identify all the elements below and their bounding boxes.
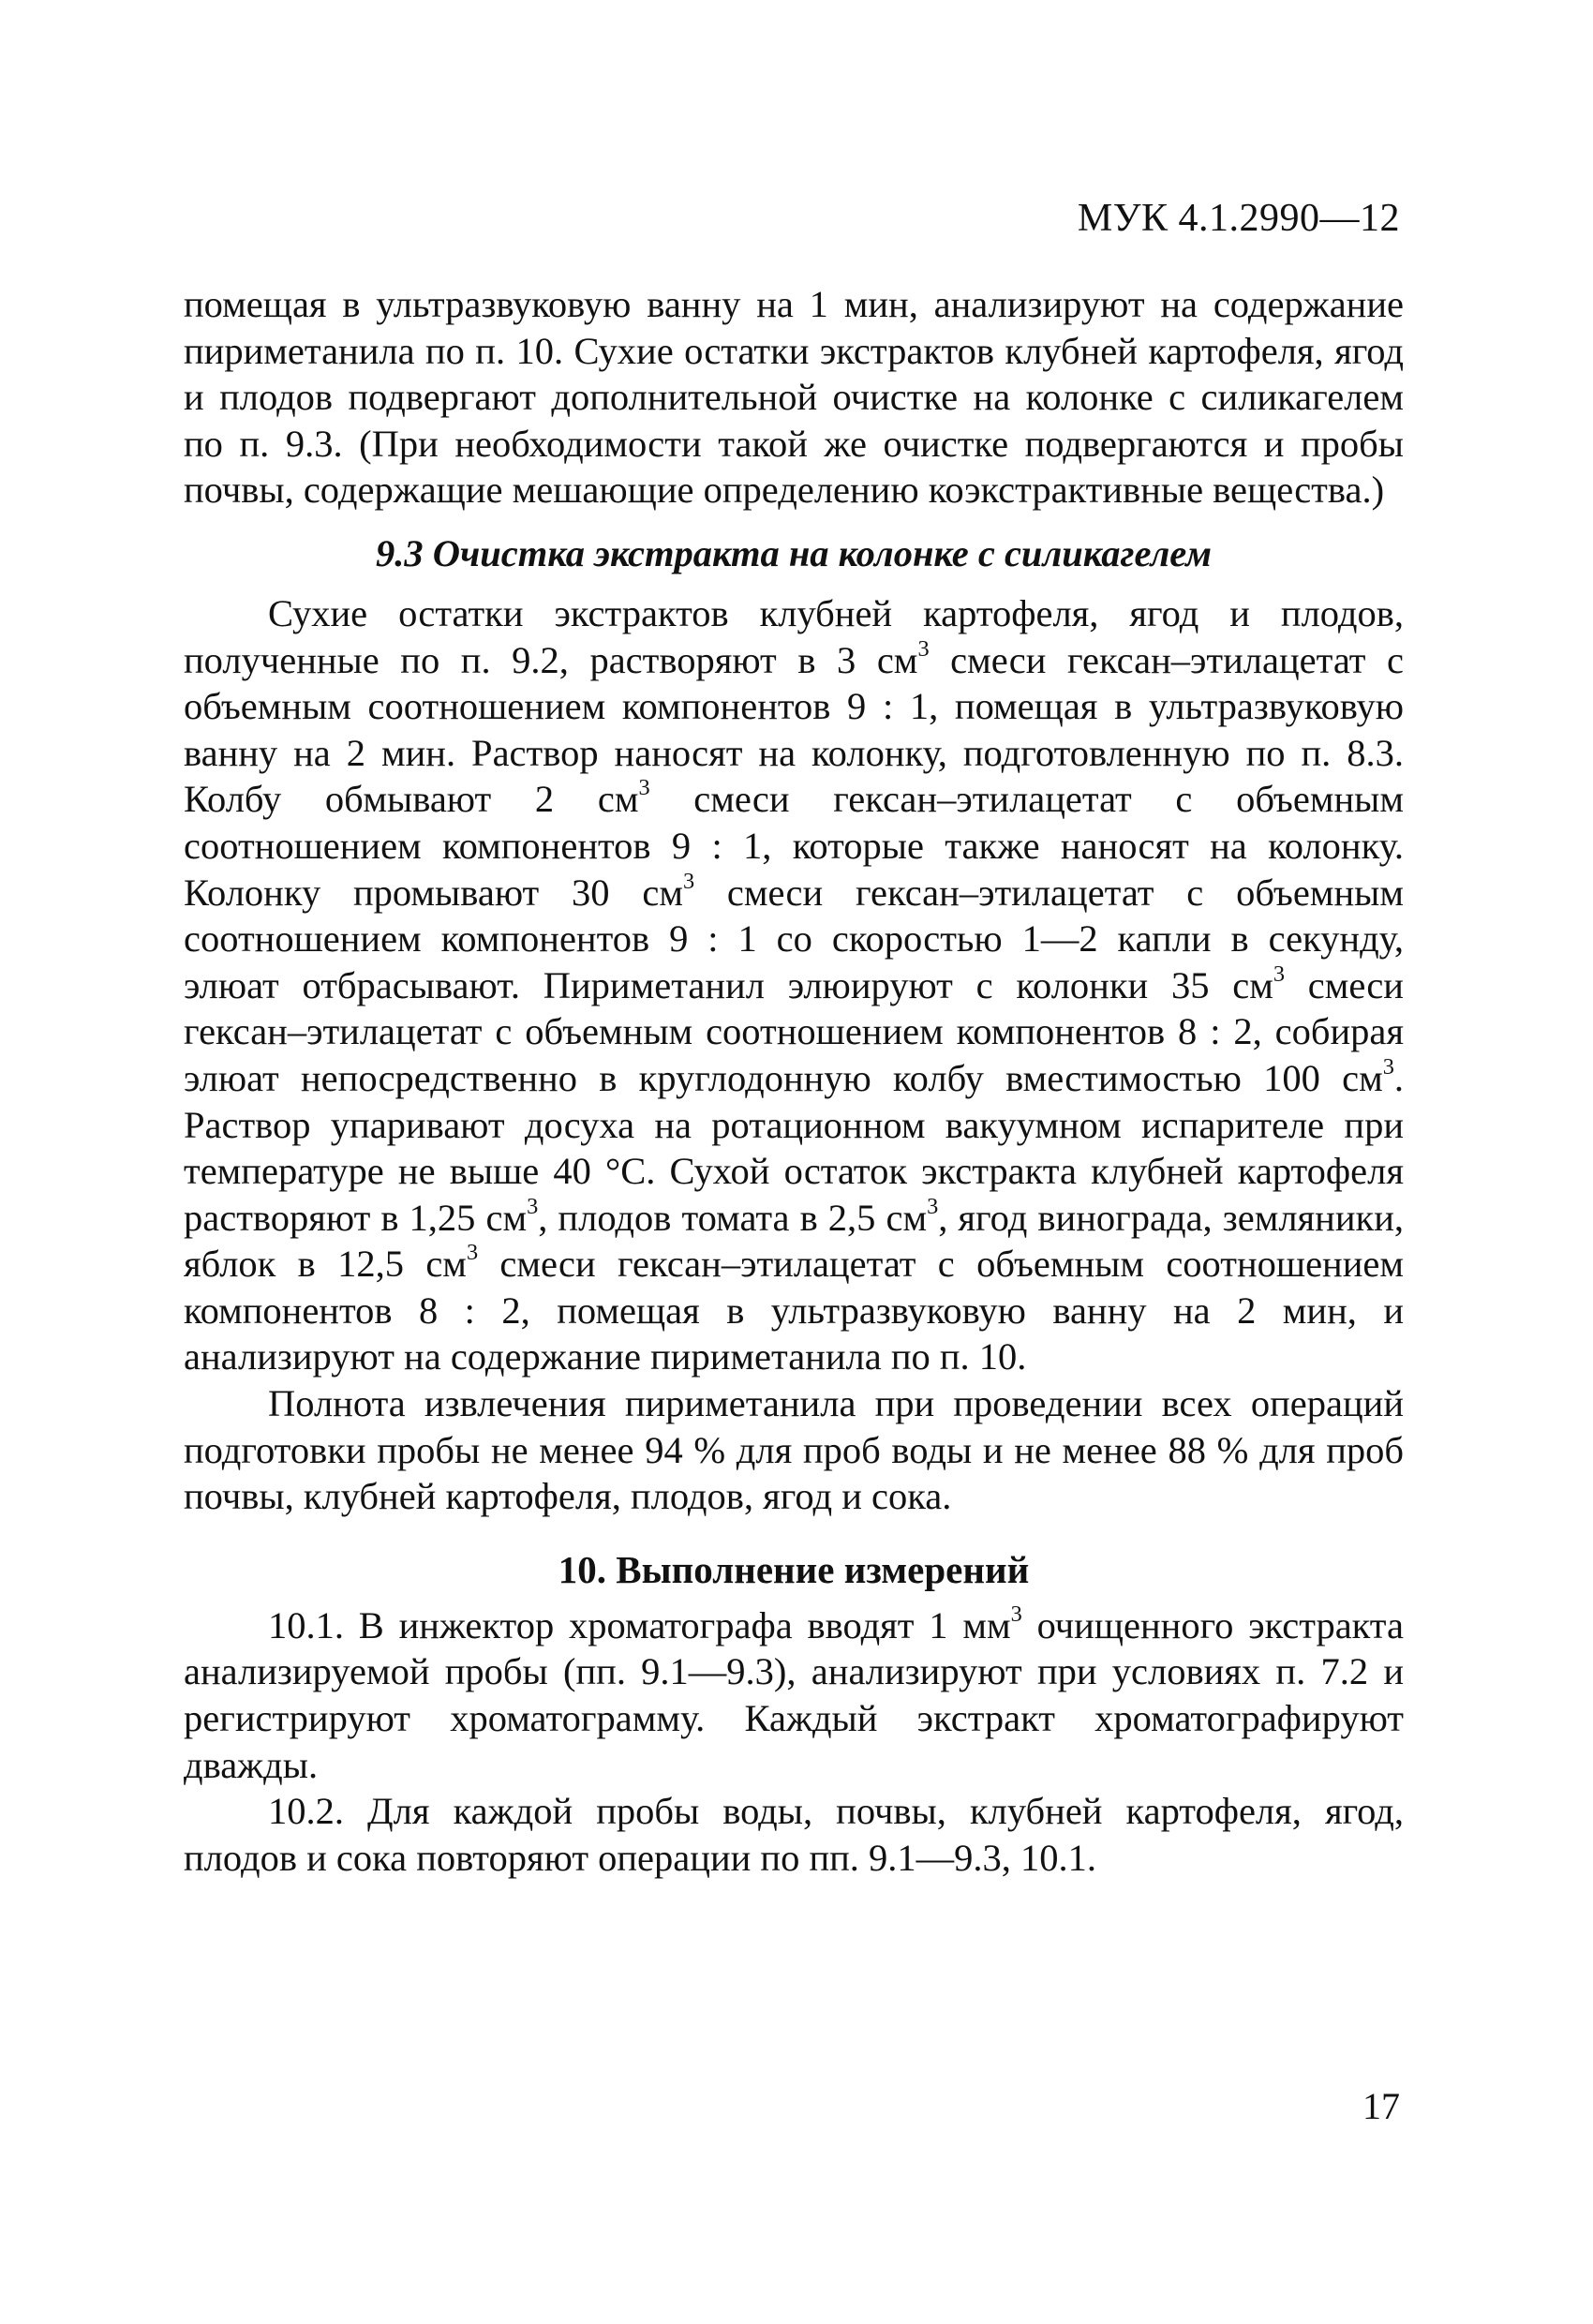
section-10-1-paragraph: [184, 1602, 1404, 1788]
section-10-2-paragraph: 10.2. Для каждой пробы воды, почвы, клубней картофеля, ягод, плодов и сока повторяют операции по пп. 9.1—9.3, 10.1.: [184, 1790, 1404, 1879]
superscript: 3: [466, 1240, 479, 1266]
page-content: [184, 281, 1404, 1881]
section-9-3-paragraph-1: [184, 590, 1404, 1380]
superscript: 3: [927, 1193, 939, 1219]
superscript: 3: [1273, 961, 1285, 987]
document-code: МУК 4.1.2990—12: [1077, 197, 1400, 240]
superscript: 3: [638, 775, 650, 801]
text-run: Сухие остатки экстрактов клубней картофеля, ягод и плодов, полученные по п. 9.2, растворяют в 3 см: [184, 591, 1404, 681]
superscript: 3: [527, 1193, 539, 1219]
text-run: смеси гексан–этилацетат с объемным соотношением компонентов 9 : 1 со скоростью 1—2 капли в секунду, элюат отбрасывают. Пириметанил элюируют с колонки 35 см: [184, 871, 1404, 1006]
text-run: , плодов томата в 2,5 см: [538, 1196, 928, 1239]
superscript: 3: [1010, 1601, 1022, 1627]
text-run: смеси гексан–этилацетат с объемным соотношением компонентов 9 : 1, помещая в ультразвуковую ванну на 2 мин. Раствор наносят на колонку, подготовленную по п. 8.3. Колбу обмывают 2 см: [184, 638, 1405, 821]
superscript: 3: [682, 868, 695, 894]
text-run: . Раствор упаривают досуха на ротационном вакуумном испарителе при температуре не выше 40 °С. Сухой остаток экстракта клубней картофеля растворяют в 1,25 см: [184, 1056, 1404, 1239]
text-run: 10.1. В инжектор хроматографа вводят 1 мм: [268, 1603, 1011, 1646]
intro-paragraph: помещая в ультразвуковую ванну на 1 мин, анализируют на содержание пириметанила по п. 10. Сухие остатки экстрактов клубней картофеля, ягод и плодов подвергают дополнительной очистке на колонке с силикагелем по п. 9.3. (При необходимости такой же очистке подвергаются и пробы почвы, содержащие мешающие определению коэкстрактивные вещества.): [184, 283, 1404, 512]
text-run: смеси гексан–этилацетат с объемным соотношением компонентов 8 : 2, собирая элюат непосредственно в круглодонную колбу вместимостью 100 см: [184, 963, 1404, 1099]
section-10-title: 10. Выполнение измерений: [558, 1547, 1030, 1591]
text-run: смеси гексан–этилацетат с объемным соотношением компонентов 9 : 1, которые также наносят на колонку. Колонку промывают 30 см: [184, 778, 1404, 914]
page-number: 17: [1362, 2085, 1400, 2127]
section-9-3-paragraph-2: Полнота извлечения пириметанила при проведении всех операций подготовки пробы не менее 94 % для проб воды и не менее 88 % для проб почвы, клубней картофеля, плодов, ягод и сока.: [184, 1382, 1404, 1518]
superscript: 3: [917, 635, 930, 662]
section-9-3-title: 9.3 Очистка экстракта на колонке с силикагелем: [376, 531, 1212, 574]
superscript: 3: [1382, 1053, 1394, 1080]
text-run: очищенного экстракта анализируемой пробы (пп. 9.1—9.3), анализируют при условиях п. 7.2 и регистрируют хроматограмму. Каждый экстракт хроматографируют дважды.: [184, 1603, 1404, 1786]
text-run: , ягод винограда, земляники, яблок в 12,5 см: [184, 1196, 1404, 1286]
text-run: смеси гексан–этилацетат с объемным соотношением компонентов 8 : 2, помещая в ультразвуковую ванну на 2 мин, и анализируют на содержание пириметанила по п. 10.: [184, 1243, 1404, 1378]
